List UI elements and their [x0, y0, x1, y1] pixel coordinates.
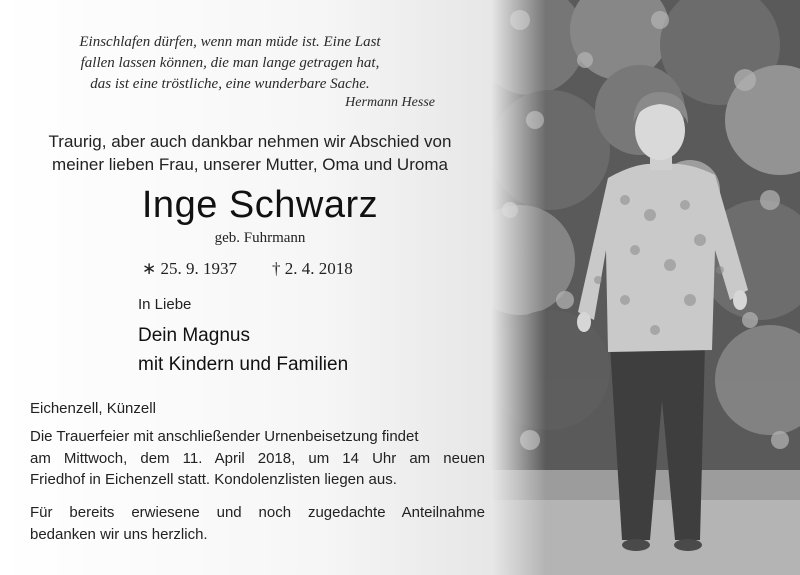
service-line: Friedhof in Eichenzell statt. Kondolenzlisten liegen aus. [30, 471, 397, 488]
service-line: am Mittwoch, dem 11. April 2018, um 14 Uhr am neuen [30, 449, 485, 467]
death-date: † 2. 4. 2018 [272, 259, 353, 278]
intro-line: Traurig, aber auch dankbar nehmen wir Abschied von [48, 132, 452, 151]
quote-line: das ist eine tröstliche, eine wunderbare Sache. [90, 76, 370, 92]
service-info [30, 426, 485, 491]
quote [30, 32, 430, 95]
maiden-name: geb. Fuhrmann [214, 230, 306, 246]
quote-author: Hermann Hesse [345, 95, 435, 110]
signoff-prefix: In Liebe [138, 296, 192, 313]
signoff-line: Dein Magnus [138, 325, 250, 346]
thanks-line: bedanken wir uns herzlich. [30, 525, 208, 543]
deceased-name: Inge Schwarz [141, 184, 379, 226]
portrait-photo [490, 0, 800, 575]
intro-text [30, 130, 470, 176]
service-line: Die Trauerfeier mit anschließender Urnenbeisetzung findet [30, 428, 419, 445]
intro-line: meiner lieben Frau, unserer Mutter, Oma und Uroma [52, 155, 448, 174]
birth-date: ∗ 25. 9. 1937 [142, 259, 237, 278]
thanks-line: Für bereits erwiesene und noch zugedachte Anteilnahme [30, 504, 485, 521]
signoff-line: mit Kindern und Familien [138, 354, 349, 375]
thanks-note [30, 502, 485, 545]
quote-line: Einschlafen dürfen, wenn man müde ist. Eine Last [79, 34, 381, 50]
location: Eichenzell, Künzell [30, 400, 156, 417]
quote-line: fallen lassen können, die man lange getragen hat, [80, 55, 380, 71]
